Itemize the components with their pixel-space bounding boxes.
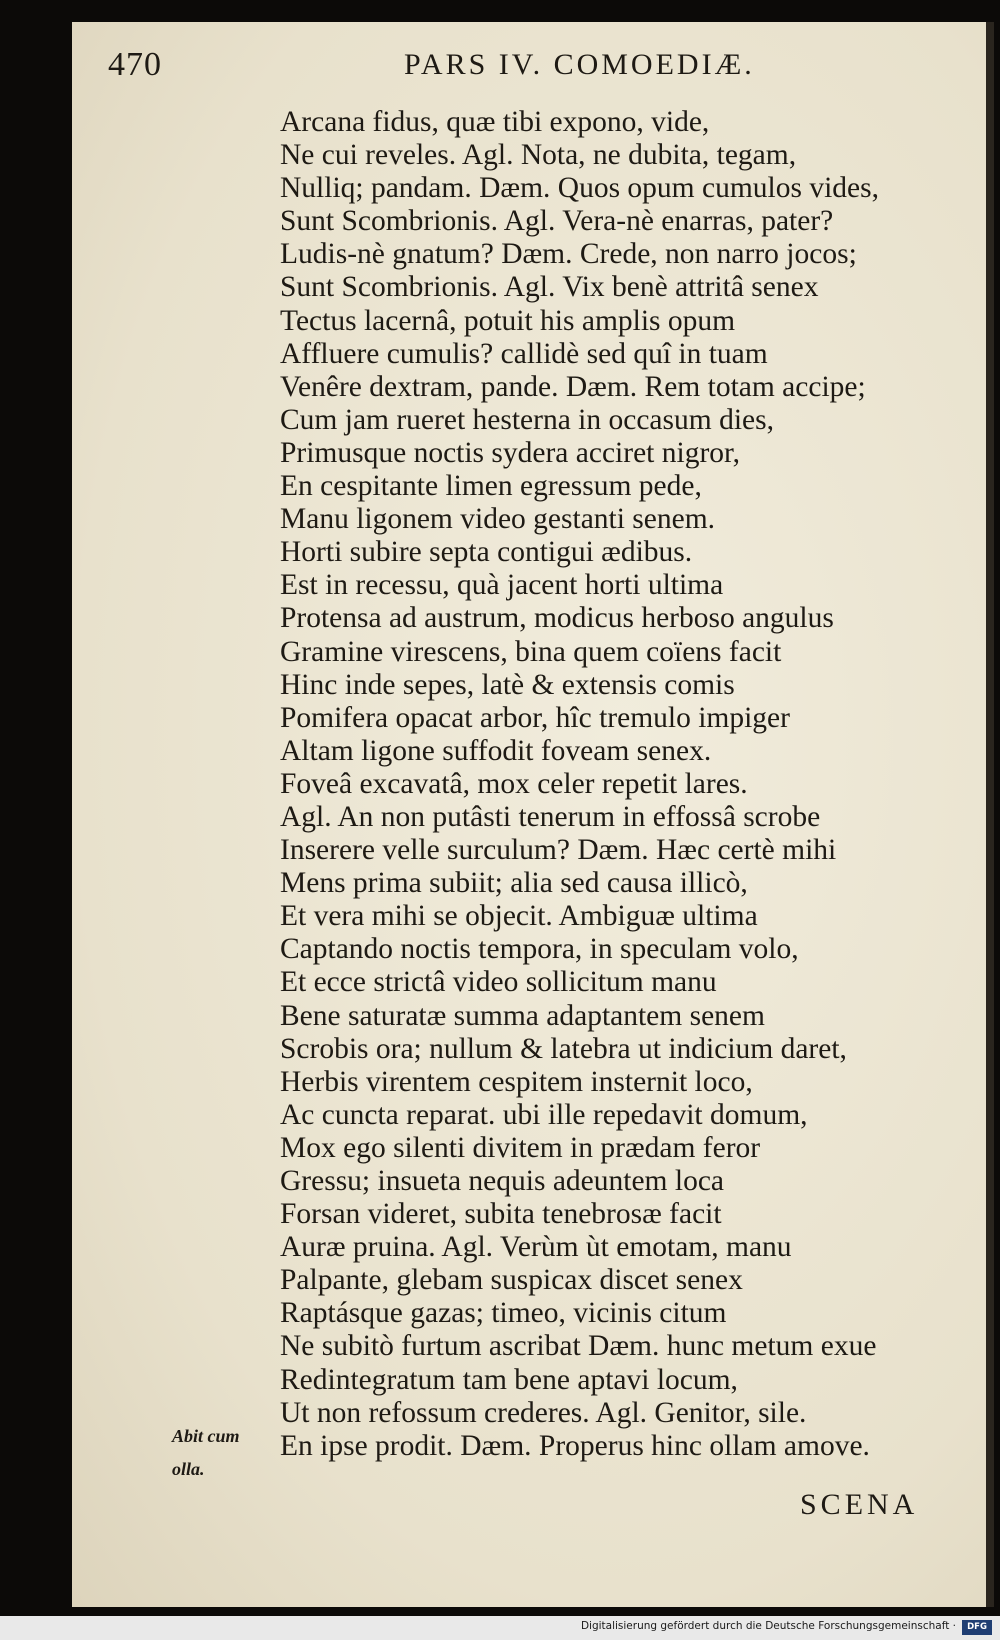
verse-line: En cespitante limen egressum pede, <box>280 470 702 503</box>
verse-line: En ipse prodit. Dæm. Properus hinc ollam amove. <box>280 1429 870 1462</box>
verse-line: Sunt Scombrionis. Agl. Vera-nè enarras, pater? <box>280 205 834 238</box>
verse-line: Raptásque gazas; timeo, vicinis citum <box>280 1297 727 1330</box>
verse-line: Inserere velle surculum? Dæm. Hæc certè mihi <box>280 834 837 867</box>
catchword: SCENA <box>800 1488 919 1521</box>
verse-line: Cum jam rueret hesterna in occasum dies, <box>280 403 774 436</box>
verse-line: Protensa ad austrum, modicus herboso angulus <box>280 602 834 635</box>
verse-text <box>280 106 960 1463</box>
verse-line: Scrobis ora; nullum & latebra ut indicium daret, <box>280 1032 847 1065</box>
verse-line: Palpante, glebam suspicax discet senex <box>280 1264 743 1297</box>
verse-line: Altam ligone suffodit foveam senex. <box>280 734 712 767</box>
verse-line: Forsan videret, subita tenebrosæ facit <box>280 1198 722 1231</box>
digitization-footer <box>0 1616 1000 1640</box>
verse-line: Foveâ excavatâ, mox celer repetit lares. <box>280 767 748 800</box>
running-title: PARS IV. COMOEDIÆ. <box>404 48 755 81</box>
verse-line: Herbis virentem cespitem insternit loco, <box>280 1065 753 1098</box>
stage-direction-margin <box>172 1420 272 1486</box>
verse-line: Et ecce strictâ video sollicitum manu <box>280 966 717 999</box>
verse-line: Sunt Scombrionis. Agl. Vix benè attritâ senex <box>280 271 819 304</box>
verse-line: Ne cui reveles. Agl. Nota, ne dubita, tegam, <box>280 139 797 172</box>
page-number: 470 <box>108 46 162 83</box>
verse-line: Redintegratum tam bene aptavi locum, <box>280 1363 738 1396</box>
verse-line: Horti subire septa contigui ædibus. <box>280 536 693 569</box>
verse-line: Ut non refossum crederes. Agl. Genitor, sile. <box>280 1396 807 1429</box>
verse-line: Nulliq; pandam. Dæm. Quos opum cumulos vides, <box>280 172 879 205</box>
verse-line: Ne subitò furtum ascribat Dæm. hunc metum exue <box>280 1330 877 1363</box>
verse-line: Arcana fidus, quæ tibi expono, vide, <box>280 106 710 138</box>
verse-line: Mens prima subiit; alia sed causa illicò, <box>280 867 748 900</box>
verse-line: Manu ligonem video gestanti senem. <box>280 503 716 536</box>
verse-line: Captando noctis tempora, in speculam volo, <box>280 933 799 966</box>
page-header <box>108 44 928 94</box>
verse-line: Ac cuncta reparat. ubi ille repedavit domum, <box>280 1098 808 1131</box>
verse-line: Gressu; insueta nequis adeuntem loca <box>280 1165 725 1197</box>
verse-line: Agl. An non putâsti tenerum in effossâ scrobe <box>280 800 821 833</box>
verse-line: Auræ pruina. Agl. Verùm ùt emotam, manu <box>280 1231 792 1264</box>
verse-line: Primusque noctis sydera acciret nigror, <box>280 436 741 469</box>
funding-credit: Digitalisierung gefördert durch die Deutsche Forschungsgemeinschaft · <box>580 1620 956 1632</box>
verse-line: Ludis-nè gnatum? Dæm. Crede, non narro jocos; <box>280 238 857 271</box>
stage-direction: olla. <box>172 1459 205 1480</box>
verse-line: Tectus lacernâ, potuit his amplis opum <box>280 304 736 337</box>
dfg-logo-icon: DFG <box>962 1620 992 1635</box>
stage-direction: Abit cum <box>172 1426 240 1446</box>
verse-line: Venêre dextram, pande. Dæm. Rem totam accipe; <box>280 370 866 403</box>
verse-line: Affluere cumulis? callidè sed quî in tuam <box>280 337 768 370</box>
verse-line: Hinc inde sepes, latè & extensis comis <box>280 668 735 701</box>
verse-line: Est in recessu, quà jacent horti ultima <box>280 569 724 602</box>
verse-line: Pomifera opacat arbor, hîc tremulo impiger <box>280 701 790 734</box>
verse-line: Et vera mihi se objecit. Ambiguæ ultima <box>280 900 758 933</box>
verse-line: Bene saturatæ summa adaptantem senem <box>280 999 765 1032</box>
page-edge-shadow <box>986 22 994 1607</box>
verse-line: Mox ego silenti divitem in prædam feror <box>280 1131 761 1164</box>
verse-line: Gramine virescens, bina quem coïens facit <box>280 635 782 668</box>
